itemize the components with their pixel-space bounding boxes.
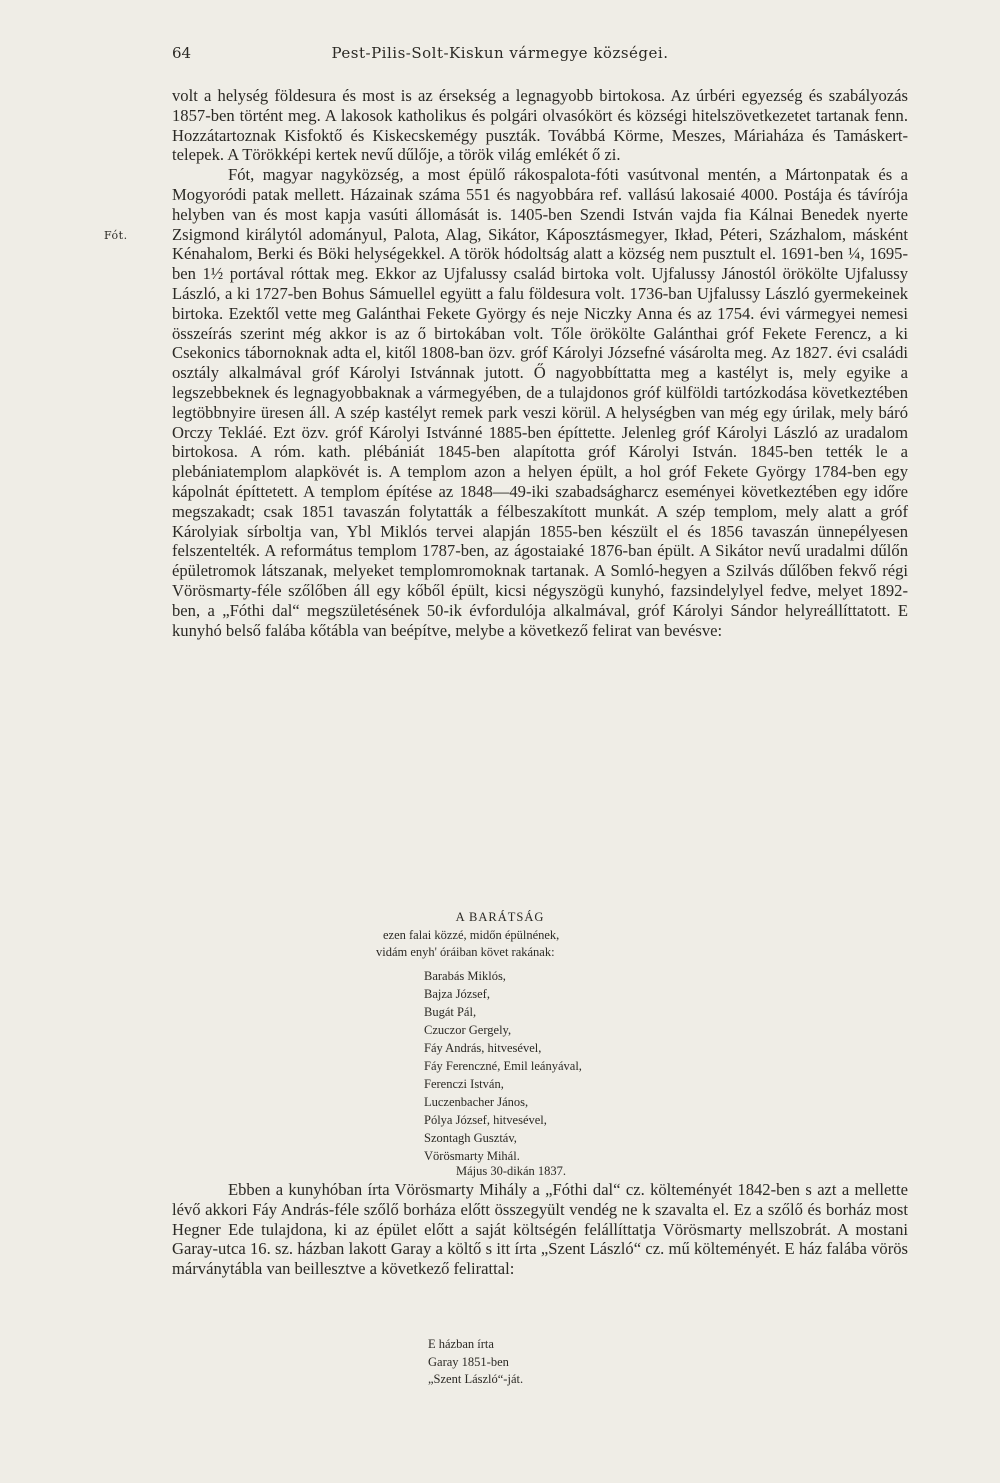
poem-name: Szontagh Gusztáv,	[424, 1131, 517, 1145]
inscription-line: E házban írta	[428, 1337, 494, 1351]
running-title: Pest-Pilis-Solt-Kiskun vármegye községei.	[331, 44, 669, 62]
poem-name: Luczenbacher János,	[424, 1095, 529, 1109]
paragraph: Fót, magyar nagyközség, a most épülő rákospalota-fóti vasútvonal mentén, a Mártonpatak és a Mogyoródi patak mellett. Házainak száma 551 és nagyobbára ref. vallású lakosaié 4000. Postája és távírója helyben van és most kapja vasúti állomását is. 1405-ben Szendi István vajda fia Kálnai Benedek nyerte Zsigmond királytól adományul, Palota, Alag, Sikátor, Káposztásmegyer, Ikład, Péteri, Százhalom, másként Kénahalom, Berki és Böki helységekkel. A török hódoltság alatt a község nem pusztult el. 1691-ben ¼, 1695-ben 1½ portával róttak meg. Ekkor az Ujfalussy család birtoka volt. Ujfalussy Jánostól örökölte Ujfalussy László, a ki 1727-ben Bohus Sámuellel együtt a falu földesura volt. 1736-ban Ujfalussy László gyermekeinek birtoka. Ezektől vette meg Galánthai Fekete György és neje Niczky Anna és az 1754. évi vármegyei nemesi összeírás szerint még akkor is az ő birtokában volt. Tőle örökölte Galánthai gróf Fekete Ferencz, a ki Csekonics tábornoknak adta el, kitől 1808-ban özv. gróf Károlyi Józsefné vásárolta meg. Az 1827. évi családi osztály alkalmával gróf Károlyi Istvánnak jutott. Ő nagyobbíttatta meg a kastélyt is, mely egyike a legszebbeknek és legnagyobbaknak a vármegyében, de a tulajdonos gróf külföldi tartózkodása következtében legtöbbnyire üresen áll. A szép kastélyt remek park veszi körül. A helységben van még egy úrilak, mely báró Orczy Tekláé. Ezt özv. gróf Károlyi Istvánné 1885-ben építtette. Jelenleg gróf Károlyi László az uradalom birtokosa. A róm. kath. plébániát 1845-ben alapította gróf Károlyi István. 1845-ben tették le a plebániatemplom alapkövét is. A templom azon a helyen épült, a hol gróf Fekete György 1784-ben egy kápolnát építtetett. A templom építése az 1848—49-iki szabadságharcz eseményei következtében egy időre megszakadt; csak 1851 tavaszán folytatták a félbeszakított munkát. A szép templom, mely alatt a gróf Károlyiak sírboltja van, Ybl Miklós tervei alapján 1855-ben készült el és 1856 tavaszán ünnepélyesen felszentelték. A református templom 1787-ben, az ágostaiaké 1876-ban épült. A Sikátor nevű uradalmi dűlőn épületromok látszanak, melyeket templomromoknak tartanak. A Somló-hegyen a Szilvás dűlőben fekvő régi Vörösmarty-féle szőlőben áll egy kőből épült, kicsi négyszögü kunyhó, fazsindelylyel fedve, melyet 1892-ben, a „Fóthi dal“ megszületésének 50-ik évfordulója alkalmával, gróf Károlyi Sándor helyreállíttatott. E kunyhó belső falába kőtábla van beépítve, melybe a következő felirat van bevésve:	[172, 165, 908, 640]
poem-name: Pólya József, hitvesével,	[424, 1113, 547, 1127]
page-header	[0, 44, 1000, 68]
paragraph: Ebben a kunyhóban írta Vörösmarty Mihály a „Fóthi dal“ cz. költeményét 1842-ben s azt a mellette lévő akkori Fáy András-féle szőlő borháza előtt összegyült vendég ne k szavalta el. Ez a szőlő és borház most Hegner Ede tulajdona, ki az épület előtt a saját költségén felállíttatja Vörösmarty mellszobrát. A mostani Garay-utca 16. sz. házban lakott Garay a költő s itt írta „Szent László“ cz. mű költeményét. E ház falába vörös márványtábla van beillesztve a következő felirattal:	[172, 1180, 908, 1279]
poem-name: Bugát Pál,	[424, 1005, 477, 1019]
main-text-continued	[172, 1180, 908, 1279]
inscription-line: „Szent László“-ját.	[428, 1372, 524, 1386]
main-text	[172, 86, 908, 640]
poem-name: Ferenczi István,	[424, 1077, 504, 1091]
poem-line: ezen falai közzé, midőn épülnének,	[383, 928, 560, 942]
garay-inscription	[428, 1336, 523, 1389]
poem-title: A BARÁTSÁG	[455, 910, 545, 924]
poem-name: Czuczor Gergely,	[424, 1023, 512, 1037]
poem-name: Bajza József,	[424, 987, 490, 1001]
poem-date: Május 30-dikán 1837.	[456, 1164, 567, 1178]
poem-line: vidám enyh' óráiban követ rakának:	[376, 945, 555, 959]
margin-note: Fót.	[104, 229, 128, 242]
page-number: 64	[172, 44, 192, 62]
poem-name: Vörösmarty Mihál.	[424, 1149, 520, 1163]
poem-name: Barabás Miklós,	[424, 969, 506, 983]
paragraph: volt a helység földesura és most is az érsekség a legnagyobb birtokosa. Az úrbéri egyezség és szabályozás 1857-ben történt meg. A lakosok katholikus és polgári olvasókört és községi hitelszövetkezetet tartanak fenn. Hozzátartoznak Kisfoktő és Kiskecskemégy puszták. Továbbá Körme, Meszes, Máriaháza és Tamáskert-telepek. A Törökképi kertek nevű dűlője, a török világ emlékét ő zi.	[172, 86, 908, 165]
inscription-line: Garay 1851-ben	[428, 1354, 509, 1369]
poem-name: Fáy András, hitvesével,	[424, 1041, 542, 1055]
poem-name: Fáy Ferenczné, Emil leányával,	[424, 1059, 582, 1073]
